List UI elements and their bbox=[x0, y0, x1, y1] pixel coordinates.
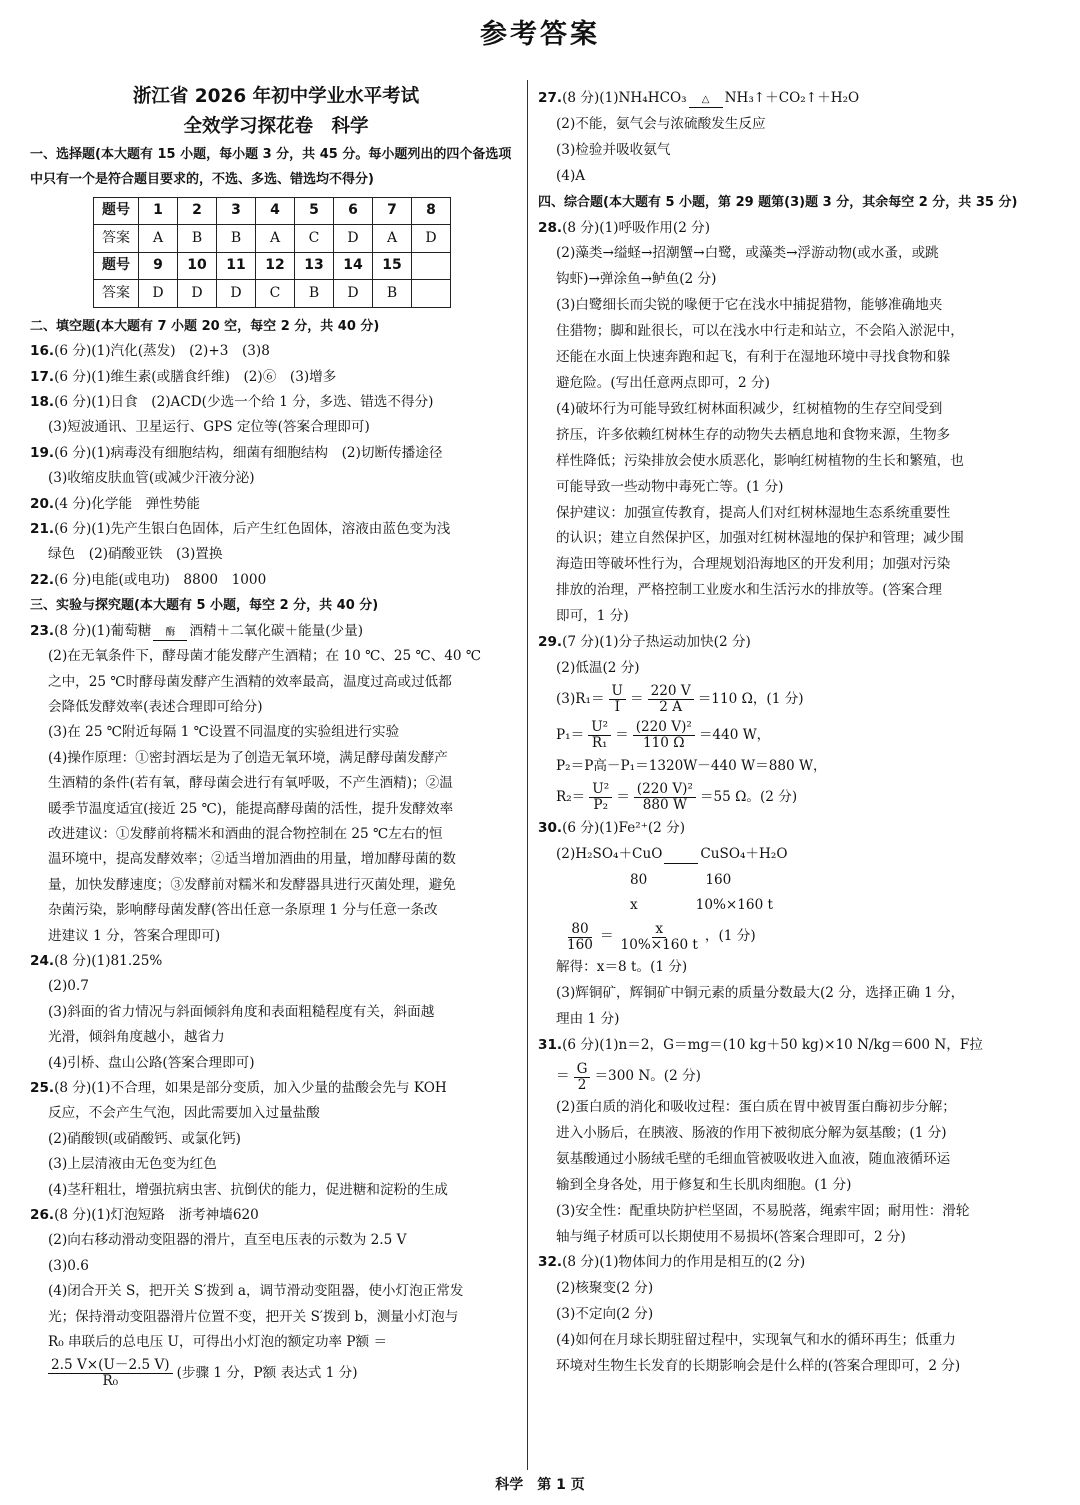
answer-21: 21.(6 分)(1)先产生银白色固体，后产生红色固体，溶液由蓝色变为浅 绿色 (2)硝酸亚铁 (3)置换 bbox=[30, 521, 451, 563]
table-cell: 3 bbox=[217, 197, 256, 225]
answer-29: 29.(7 分)(1)分子热运动加快(2 分) (2)低温(2 分) (3)R₁＝ $\frac{U}{I}$ ＝ $\frac{220 V}{2 A}$ ＝110 Ω，(1 分) P₁＝ $\frac{\text{U²}}{\text{R₁}}$ ＝ $\frac{\text{(220 V)²}}{110 \Omega}$ ＝440 W， P₂＝P高－P₁＝1320W－440 W＝880 W， R₂＝ $\frac{\text{U²}}{\text{P₂}}$ ＝ $\frac{\text{(220 V)²}}{880 W}$ ＝55 Ω。(2 分) bbox=[538, 630, 1030, 816]
page-footer: 科学 第 1 页 bbox=[495, 1477, 585, 1493]
stoich-row: x 10%×160 t bbox=[630, 897, 774, 914]
table-cell: 9 bbox=[139, 252, 178, 280]
answer-30: 30.(6 分)(1)Fe²⁺(2 分) (2)H₂SO₄＋CuO CuSO₄＋H₂O 80 160 x 10%×160 t $\frac{80}{160}$ ＝ $\frac{x}{10\%\times 160 t}$ ，(1 分) 解得：x＝8 t。(1 分) (3)辉铜矿，辉铜矿中铜元素的质量分数最大(2 分，选择正确 1 分， 理由 1 分) bbox=[538, 816, 1030, 1033]
table-label: 答案 bbox=[94, 280, 139, 308]
table-label: 答案 bbox=[94, 225, 139, 253]
section-2-heading: 二、填空题(本大题有 7 小题 20 空，每空 2 分，共 40 分) bbox=[30, 318, 380, 334]
answer-17: 17.(6 分)(1)维生素(或膳食纤维) (2)⑥ (3)增多 bbox=[30, 368, 337, 385]
stoich-row: 80 160 bbox=[630, 871, 732, 888]
answer-22: 22.(6 分)电能(或电功) 8800 1000 bbox=[30, 571, 267, 588]
table-cell: 5 bbox=[295, 197, 334, 225]
table-cell: B bbox=[295, 280, 334, 308]
table-cell: D bbox=[412, 225, 451, 253]
table-cell: 1 bbox=[139, 197, 178, 225]
table-row bbox=[94, 225, 451, 253]
power-formula: $\frac{2.5 V\times(U-2.5 V)}{\text{R₀}}$ (步骤 1 分，P额 表达式 1 分) bbox=[30, 1355, 522, 1391]
answer-16: 16.(6 分)(1)汽化(蒸发) (2)+3 (3)8 bbox=[30, 343, 270, 360]
table-cell: 11 bbox=[217, 252, 256, 280]
answer-24: 24.(8 分)(1)81.25% (2)0.7 (3)斜面的省力情况与斜面倾斜角度和表面粗糙程度有关，斜面越 光滑，倾斜角度越小，越省力 (4)引桥、盘山公路(答案合理即可) bbox=[30, 952, 435, 1071]
table-label: 题号 bbox=[94, 252, 139, 280]
left-column bbox=[30, 80, 522, 1391]
force-formula: ＝ $\frac{G}{2}$ ＝300 N。(2 分) bbox=[556, 1060, 701, 1093]
page-title: 参考答案 bbox=[480, 19, 600, 50]
table-cell: 15 bbox=[373, 252, 412, 280]
table-cell: 7 bbox=[373, 197, 412, 225]
answer-25: 25.(8 分)(1)不合理，如果是部分变质，加入少量的盐酸会先与 KOH 反应，不会产生气泡，因此需要加入过量盐酸 (2)硝酸钡(或硝酸钙、或氯化钙) (3)上层清液由无色变为红色 (4)茎秆粗壮，增强抗病虫害、抗倒伏的能力，促进糖和淀粉的生成 bbox=[30, 1080, 448, 1198]
table-row bbox=[94, 252, 451, 280]
section-3-heading: 三、实验与探究题(本大题有 5 小题，每空 2 分，共 40 分) bbox=[30, 598, 379, 614]
answer-32: 32.(8 分)(1)物体间力的作用是相互的(2 分) (2)核聚变(2 分) (3)不定向(2 分) (4)如何在月球长期驻留过程中，实现氧气和水的循环再生；低重力 环境对生物生长发育的长期影响会是什么样的(答案合理即可，2 分) bbox=[538, 1254, 961, 1375]
section-1-heading: 一、选择题(本大题有 15 小题，每小题 3 分，共 45 分。每小题列出的四个备选项中只有一个是符合题目要求的，不选、多选、错选均不得分) bbox=[30, 147, 512, 188]
answer-27: 27.(8 分)(1)NH₄HCO₃ △ NH₃↑＋CO₂↑＋H₂O (2)不能，氨气会与浓硫酸发生反应 (3)检验并吸收氨气 (4)A bbox=[538, 90, 860, 184]
table-cell: 12 bbox=[256, 252, 295, 280]
answer-table bbox=[93, 197, 451, 308]
answer-28: 28.(8 分)(1)呼吸作用(2 分) (2)藻类→缢蛏→招潮蟹→白鹭，或藻类→浮游动物(或水蚤，或跳 钩虾)→弹涂鱼→鲈鱼(2 分) (3)白鹭细长而尖锐的喙便于它在浅水中捕捉猎物，能够准确地夹 住猎物；脚和趾很长，可以在浅水中行走和站立，不会陷入淤泥中， 还能在水面上快速奔跑和起飞，有利于在湿地环境中寻找食物和躲 避危险。(写出任意两点即可，2 分) (4)破坏行为可能导致红树林面积减少，红树植物的生存空间受到 挤压，许多依赖红树林生存的动物失去栖息地和食物来源，生物多 样性降低；污染排放会使水质恶化，影响红树植物的生长和繁殖，也 可能导致一些动物中毒死亡等。(1 分) 保护建议：加强宣传教育，提高人们对红树林湿地生态系统重要性 的认识；建立自然保护区，加强对红树林湿地的保护和管理；减少围 海造田等破坏性行为，合理规划沿海地区的开发利用；加强对污染 排放的治理，严格控制工业废水和生活污水的排放等。(答案合理 即可，1 分) bbox=[538, 219, 964, 625]
table-cell: 10 bbox=[178, 252, 217, 280]
equation-line bbox=[664, 851, 698, 864]
table-label: 题号 bbox=[94, 197, 139, 225]
reaction-arrow: 酶 bbox=[153, 628, 187, 641]
answer-19: 19.(6 分)(1)病毒没有细胞结构，细菌有细胞结构 (2)切断传播途径 (3)收缩皮肤血管(或减少汗液分泌) bbox=[30, 444, 443, 487]
table-cell: B bbox=[373, 280, 412, 308]
formula-p1: P₁＝ $\frac{\text{U²}}{\text{R₁}}$ ＝ $\frac{\text{(220 V)²}}{110 \Omega}$ ＝440 W， bbox=[556, 719, 771, 752]
table-cell: D bbox=[217, 280, 256, 308]
formula-r1: (3)R₁＝ $\frac{U}{I}$ ＝ $\frac{220 V}{2 A}$ ＝110 Ω，(1 分) bbox=[556, 683, 804, 716]
answer-31: 31.(6 分)(1)n＝2，G＝mg＝(10 kg＋50 kg)×10 N/kg＝600 N，F拉 ＝ $\frac{G}{2}$ ＝300 N。(2 分) (2)蛋白质的消化和吸收过程：蛋白质在胃中被胃蛋白酶初步分解； 进入小肠后，在胰液、肠液的作用下被彻底分解为氨基酸；(1 分) 氨基酸通过小肠绒毛壁的毛细血管被吸收进入血液，随血液循环运 输到全身各处，用于修复和生长肌肉细胞。(1 分) (3)安全性：配重块防护栏坚固，不易脱落，绳索牢固；耐用性：滑轮 轴与绳子材质可以长期使用不易损坏(答案合理即可，2 分) bbox=[538, 1033, 1030, 1250]
column-divider bbox=[527, 80, 528, 1470]
table-cell bbox=[412, 252, 451, 280]
exam-title: 浙江省 2026 年初中学业水平考试 bbox=[132, 86, 420, 107]
table-row bbox=[94, 280, 451, 308]
table-cell: B bbox=[217, 225, 256, 253]
table-cell: B bbox=[178, 225, 217, 253]
table-cell: C bbox=[295, 225, 334, 253]
exam-subtitle: 全效学习探花卷 科学 bbox=[183, 116, 369, 137]
table-cell: 13 bbox=[295, 252, 334, 280]
table-cell: 2 bbox=[178, 197, 217, 225]
answer-18: 18.(6 分)(1)日食 (2)ACD(少选一个给 1 分，多选、错选不得分) (3)短波通讯、卫星运行、GPS 定位等(答案合理即可) bbox=[30, 394, 434, 436]
table-cell: D bbox=[178, 280, 217, 308]
table-cell: A bbox=[139, 225, 178, 253]
reaction-arrow: △ bbox=[689, 95, 723, 108]
table-row bbox=[94, 197, 451, 225]
table-cell: D bbox=[334, 225, 373, 253]
table-cell: A bbox=[256, 225, 295, 253]
table-cell: D bbox=[139, 280, 178, 308]
answer-23: 23.(8 分)(1)葡萄糖 酶 酒精＋二氧化碳＋能量(少量) (2)在无氧条件下，酵母菌才能发酵产生酒精；在 10 ℃、25 ℃、40 ℃ 之中，25 ℃时酵母菌发酵产生酒精的效率最高，温度过高或过低都 会降低发酵效率(表述合理即可给分) (3)在 25 ℃附近每隔 1 ℃设置不同温度的实验组进行实验 (4)操作原理：①密封酒坛是为了创造无氧环境，满足酵母菌发酵产 生酒精的条件(若有氧，酵母菌会进行有氧呼吸，不产生酒精)；②温 暖季节温度适宜(接近 25 ℃)，能提高酵母菌的活性，提升发酵效率 改进建议：①发酵前将糯米和酒曲的混合物控制在 25 ℃左右的恒 温环境中，提高发酵效率；②适当增加酒曲的用量，增加酵母菌的数 量，加快发酵速度；③发酵前对糯米和发酵器具进行灭菌处理，避免 杂菌污染，影响酵母菌发酵(答出任意一条原理 1 分与任意一条改 进建议 1 分，答案合理即可) bbox=[30, 622, 482, 944]
table-cell: 6 bbox=[334, 197, 373, 225]
section-4-heading: 四、综合题(本大题有 5 小题，第 29 题第(3)题 3 分，其余每空 2 分，共 35 分) bbox=[538, 194, 1018, 210]
table-cell bbox=[412, 280, 451, 308]
table-cell: A bbox=[373, 225, 412, 253]
table-cell: D bbox=[334, 280, 373, 308]
right-column bbox=[538, 86, 1030, 1380]
ratio-formula: $\frac{80}{160}$ ＝ $\frac{x}{10\%\times 160 t}$ ，(1 分) bbox=[567, 920, 756, 953]
table-cell: 8 bbox=[412, 197, 451, 225]
answer-26: 26.(8 分)(1)灯泡短路 浙考神墙620 (2)向右移动滑动变阻器的滑片，直至电压表的示数为 2.5 V (3)0.6 (4)闭合开关 S，把开关 S′拨到 a，调节滑动变阻器，使小灯泡正常发 光；保持滑动变阻器滑片位置不变，把开关 S′拨到 b，测量小灯泡与 R₀ 串联后的总电压 U，可得出小灯泡的额定功率 P额 ＝ $\frac{2.5 V\times(U-2.5 V)}{\text{R₀}}$ (步骤 1 分，P额 表达式 1 分) bbox=[30, 1203, 522, 1391]
table-cell: C bbox=[256, 280, 295, 308]
table-cell: 4 bbox=[256, 197, 295, 225]
table-cell: 14 bbox=[334, 252, 373, 280]
formula-r2: R₂＝ $\frac{\text{U²}}{\text{P₂}}$ ＝ $\frac{\text{(220 V)²}}{880 W}$ ＝55 Ω。(2 分) bbox=[556, 781, 798, 814]
answer-20: 20.(4 分)化学能 弹性势能 bbox=[30, 495, 201, 512]
